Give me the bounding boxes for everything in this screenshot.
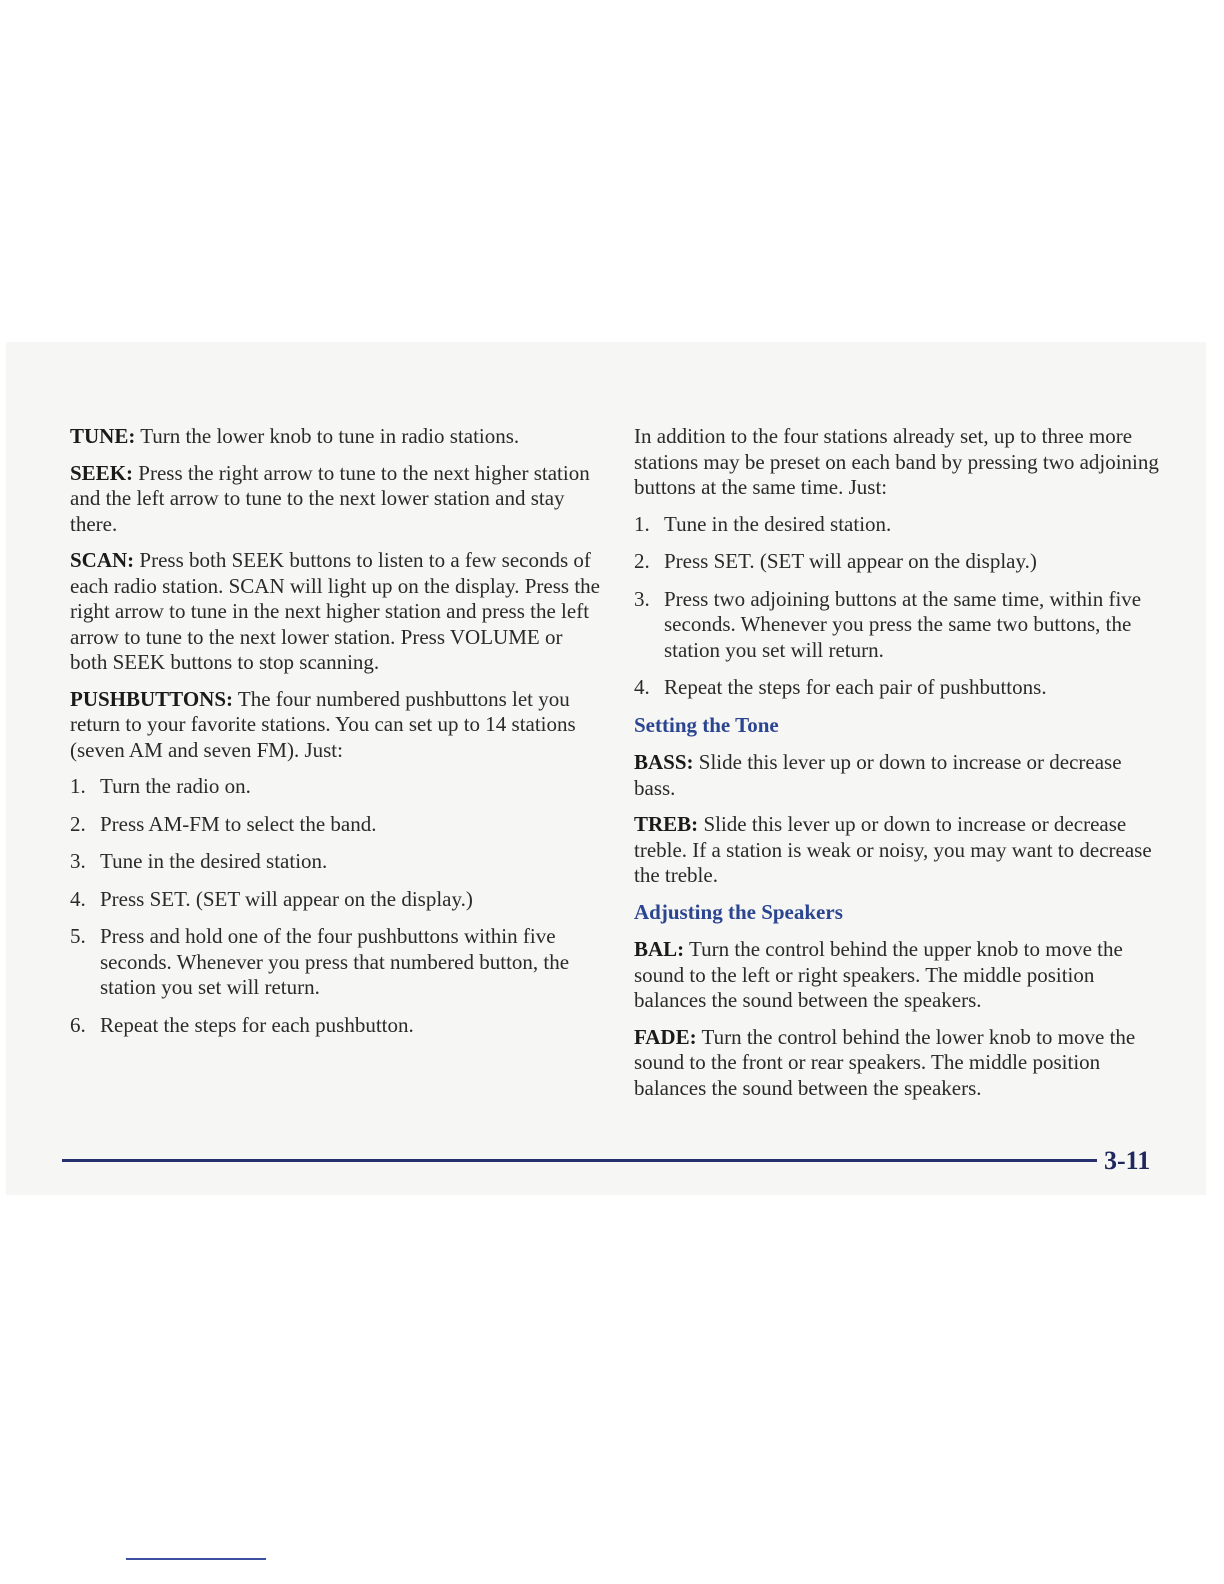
pushbuttons-label: PUSHBUTTONS:: [70, 686, 233, 711]
page-number: 3-11: [1104, 1146, 1151, 1175]
step-number: 2.: [70, 811, 86, 836]
right-column: [634, 424, 1159, 1112]
preset-intro: In addition to the four stations already set, up to three more stations may be preset on each band by pressing two adjoining buttons at the same time. Just:: [634, 424, 1159, 499]
bass-paragraph: [634, 750, 1159, 801]
scan-label: SCAN:: [70, 548, 135, 572]
step-number: 4.: [70, 886, 86, 911]
pushbuttons-text: The four numbered pushbuttons let you return to your favorite stations. You can set up to 14 stations (seven AM and seven FM). Just:: [70, 686, 576, 762]
fade-text: Turn the control behind the lower knob to move the sound to the front or rear speakers. The middle position balances the sound between the speakers.: [634, 1024, 1136, 1100]
list-item: [634, 512, 1159, 538]
step-text: Tune in the desired station.: [664, 511, 892, 536]
scan-paragraph: [70, 548, 600, 676]
treb-paragraph: [634, 812, 1159, 889]
step-text: Tune in the desired station.: [100, 849, 328, 873]
bottom-divider: [126, 1558, 266, 1560]
fade-paragraph: [634, 1025, 1159, 1102]
step-number: 5.: [70, 924, 86, 948]
left-column: [70, 424, 600, 1050]
step-number: 4.: [634, 675, 650, 699]
step-text: Press SET. (SET will appear on the display.): [100, 886, 473, 911]
step-number: 6.: [70, 1012, 86, 1037]
bal-label: BAL:: [634, 937, 685, 961]
bal-paragraph: [634, 937, 1159, 1014]
seek-text: Press the right arrow to tune to the next higher station and the left arrow to tune to the next lower station and stay there.: [70, 460, 590, 536]
list-item: [70, 1013, 600, 1039]
list-item: [634, 675, 1159, 701]
step-text: Turn the radio on.: [100, 774, 251, 798]
tune-label: TUNE:: [70, 424, 136, 448]
step-number: 1.: [634, 511, 650, 536]
pushbuttons-paragraph: [70, 687, 600, 764]
scan-text: Press both SEEK buttons to listen to a few seconds of each radio station. SCAN will light up on the display. Press the right arrow to tune in the next higher station and press the left arrow to tune to the next lower station. Press VOLUME or both SEEK buttons to stop scanning.: [70, 548, 600, 674]
list-item: [70, 774, 600, 800]
list-item: [70, 849, 600, 875]
step-text: Repeat the steps for each pushbutton.: [100, 1012, 414, 1037]
step-text: Press AM-FM to select the band.: [100, 811, 377, 836]
list-item: [70, 887, 600, 913]
list-item: [634, 549, 1159, 575]
adjusting-speakers-heading: Adjusting the Speakers: [634, 899, 843, 924]
footer-divider: [62, 1159, 1097, 1162]
preset-steps-list: [634, 512, 1159, 701]
step-text: Press two adjoining buttons at the same time, within five seconds. Whenever you press the same two buttons, the station you set will return.: [664, 586, 1142, 662]
list-item: [70, 924, 600, 1001]
seek-paragraph: [70, 461, 600, 538]
step-text: Press and hold one of the four pushbuttons within five seconds. Whenever you press that numbered button, the station you set will return.: [100, 924, 570, 999]
treb-label: TREB:: [634, 812, 699, 836]
tune-text: Turn the lower knob to tune in radio stations.: [135, 424, 520, 448]
step-number: 1.: [70, 774, 86, 798]
list-item: [634, 587, 1159, 664]
step-text: Press SET. (SET will appear on the display.): [664, 549, 1037, 573]
step-number: 2.: [634, 549, 650, 573]
setting-the-tone-heading: Setting the Tone: [634, 712, 779, 737]
seek-label: SEEK:: [70, 460, 134, 485]
step-number: 3.: [634, 586, 650, 611]
pushbutton-steps-list: [70, 774, 600, 1038]
treb-text: Slide this lever up or down to increase or decrease treble. If a station is weak or noisy, you may want to decrease the treble.: [634, 812, 1152, 887]
step-text: Repeat the steps for each pair of pushbuttons.: [664, 675, 1047, 699]
bass-label: BASS:: [634, 750, 694, 774]
fade-label: FADE:: [634, 1024, 697, 1049]
list-item: [70, 812, 600, 838]
bal-text: Turn the control behind the upper knob to move the sound to the left or right speakers. The middle position balances the sound between the speakers.: [634, 937, 1123, 1012]
tune-paragraph: [70, 424, 600, 450]
bass-text: Slide this lever up or down to increase or decrease bass.: [634, 750, 1122, 800]
step-number: 3.: [70, 849, 86, 873]
